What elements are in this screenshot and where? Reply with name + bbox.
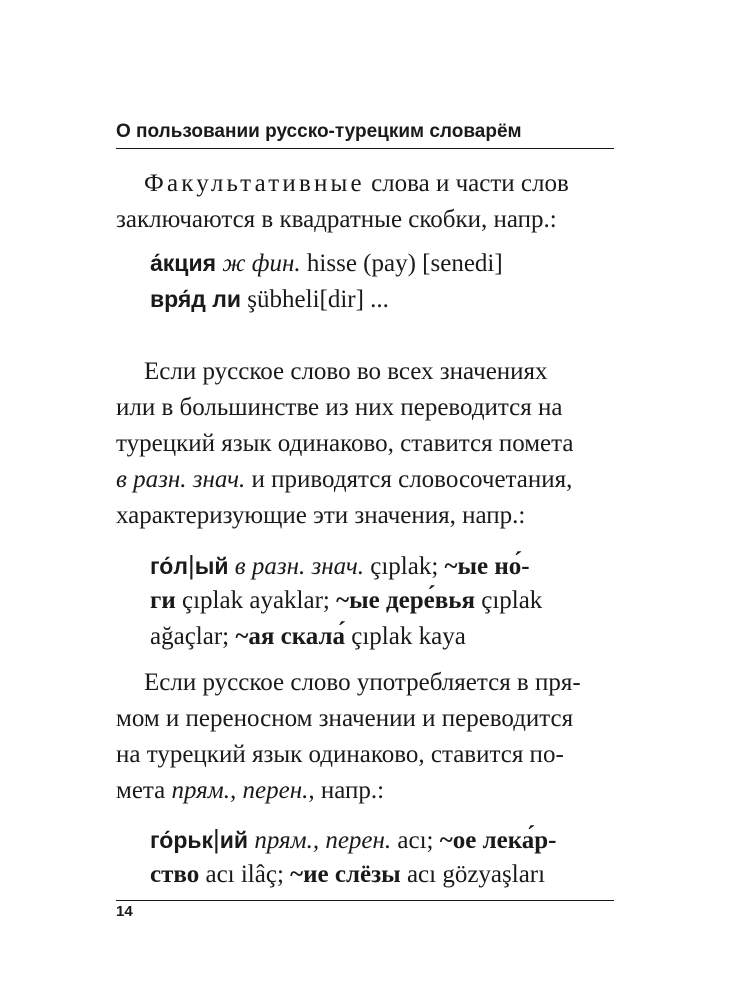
- headword: [150, 550, 229, 580]
- headword-ending: ый: [194, 553, 229, 579]
- translation: çıplak: [481, 587, 543, 614]
- example-entries-brackets: [150, 245, 503, 317]
- headword-stem: го́л: [150, 553, 188, 579]
- text-line: Если русское слово употребляется в пря-: [144, 669, 581, 696]
- headword: вря́д ли: [150, 286, 242, 312]
- text-line: или в большинстве из них переводится на: [116, 394, 563, 421]
- footer-rule: [116, 900, 614, 901]
- text-line: мом и переносном значении и переводится: [116, 705, 574, 732]
- text-line: турецкий язык одинаково, ставится помета: [116, 430, 574, 457]
- example-entry-golyi: [150, 547, 542, 655]
- stem-divider: |: [213, 824, 220, 854]
- entry-line: [150, 583, 542, 619]
- phrase: ~ие слёзы: [290, 861, 401, 888]
- running-head: О пользовании русско-турецким словарём: [116, 121, 522, 142]
- translation: çıplak ayaklar;: [182, 587, 330, 614]
- text-run: напр.:: [314, 777, 385, 804]
- text-line: характеризующие эти значения, напр.:: [116, 502, 526, 529]
- example-entry-gorkiy: [150, 821, 557, 893]
- translation: şübheli[dir] ...: [247, 286, 389, 313]
- translation: acı ilâç;: [205, 861, 284, 888]
- entry-line: [150, 547, 542, 583]
- phrase: ~ые но́-: [444, 553, 530, 580]
- headword-ending: ий: [219, 827, 249, 853]
- phrase: ~ая скала́: [235, 623, 346, 650]
- text-line: Если русское слово во всех значениях: [144, 358, 548, 385]
- translation: çıplak;: [370, 553, 439, 580]
- paragraph-same-translation: [116, 354, 614, 534]
- header-rule: [116, 148, 614, 149]
- entry-line: [150, 619, 542, 655]
- grammar-label: ж фин.: [222, 250, 301, 277]
- phrase: ги: [150, 587, 176, 614]
- text-line: [116, 166, 614, 202]
- stem-divider: |: [187, 550, 195, 580]
- phrase: ~ые дере́вья: [336, 587, 475, 614]
- usage-label: в разн. знач.: [234, 553, 364, 580]
- spaced-term: Факультативные: [144, 170, 365, 197]
- translation: çıplak kaya: [351, 623, 466, 650]
- label-term: в разн. знач.: [116, 466, 246, 493]
- phrase: ство: [150, 861, 200, 888]
- paragraph-literal-figurative: [116, 665, 614, 809]
- phrase: ~ое лека́р-: [439, 827, 557, 854]
- entry-line: [150, 245, 503, 281]
- translation: acı gözyaşları: [406, 861, 546, 888]
- headword: а́кция: [150, 250, 217, 276]
- text-line: [116, 462, 614, 498]
- text-run: слова и части слов: [364, 170, 569, 197]
- text-run: мета: [116, 777, 172, 804]
- translation: ağaçlar;: [150, 623, 230, 650]
- text-line: [116, 773, 614, 809]
- text-run: и приводятся словосочетания,: [245, 466, 573, 493]
- headword-stem: го́рьк: [150, 827, 214, 853]
- entry-line: [150, 281, 503, 317]
- paragraph-optional-words: [116, 166, 614, 238]
- label-term: прям., перен.,: [171, 777, 315, 804]
- usage-label: прям., перен.: [254, 827, 392, 854]
- entry-line: [150, 821, 557, 857]
- translation: acı;: [397, 827, 434, 854]
- text-line: заключаются в квадратные скобки, напр.:: [116, 206, 557, 233]
- page-number: 14: [116, 903, 133, 920]
- headword: [150, 824, 249, 854]
- text-line: на турецкий язык одинаково, ставится по-: [116, 741, 564, 768]
- entry-line: [150, 857, 557, 893]
- translation: hisse (pay) [senedi]: [306, 250, 503, 277]
